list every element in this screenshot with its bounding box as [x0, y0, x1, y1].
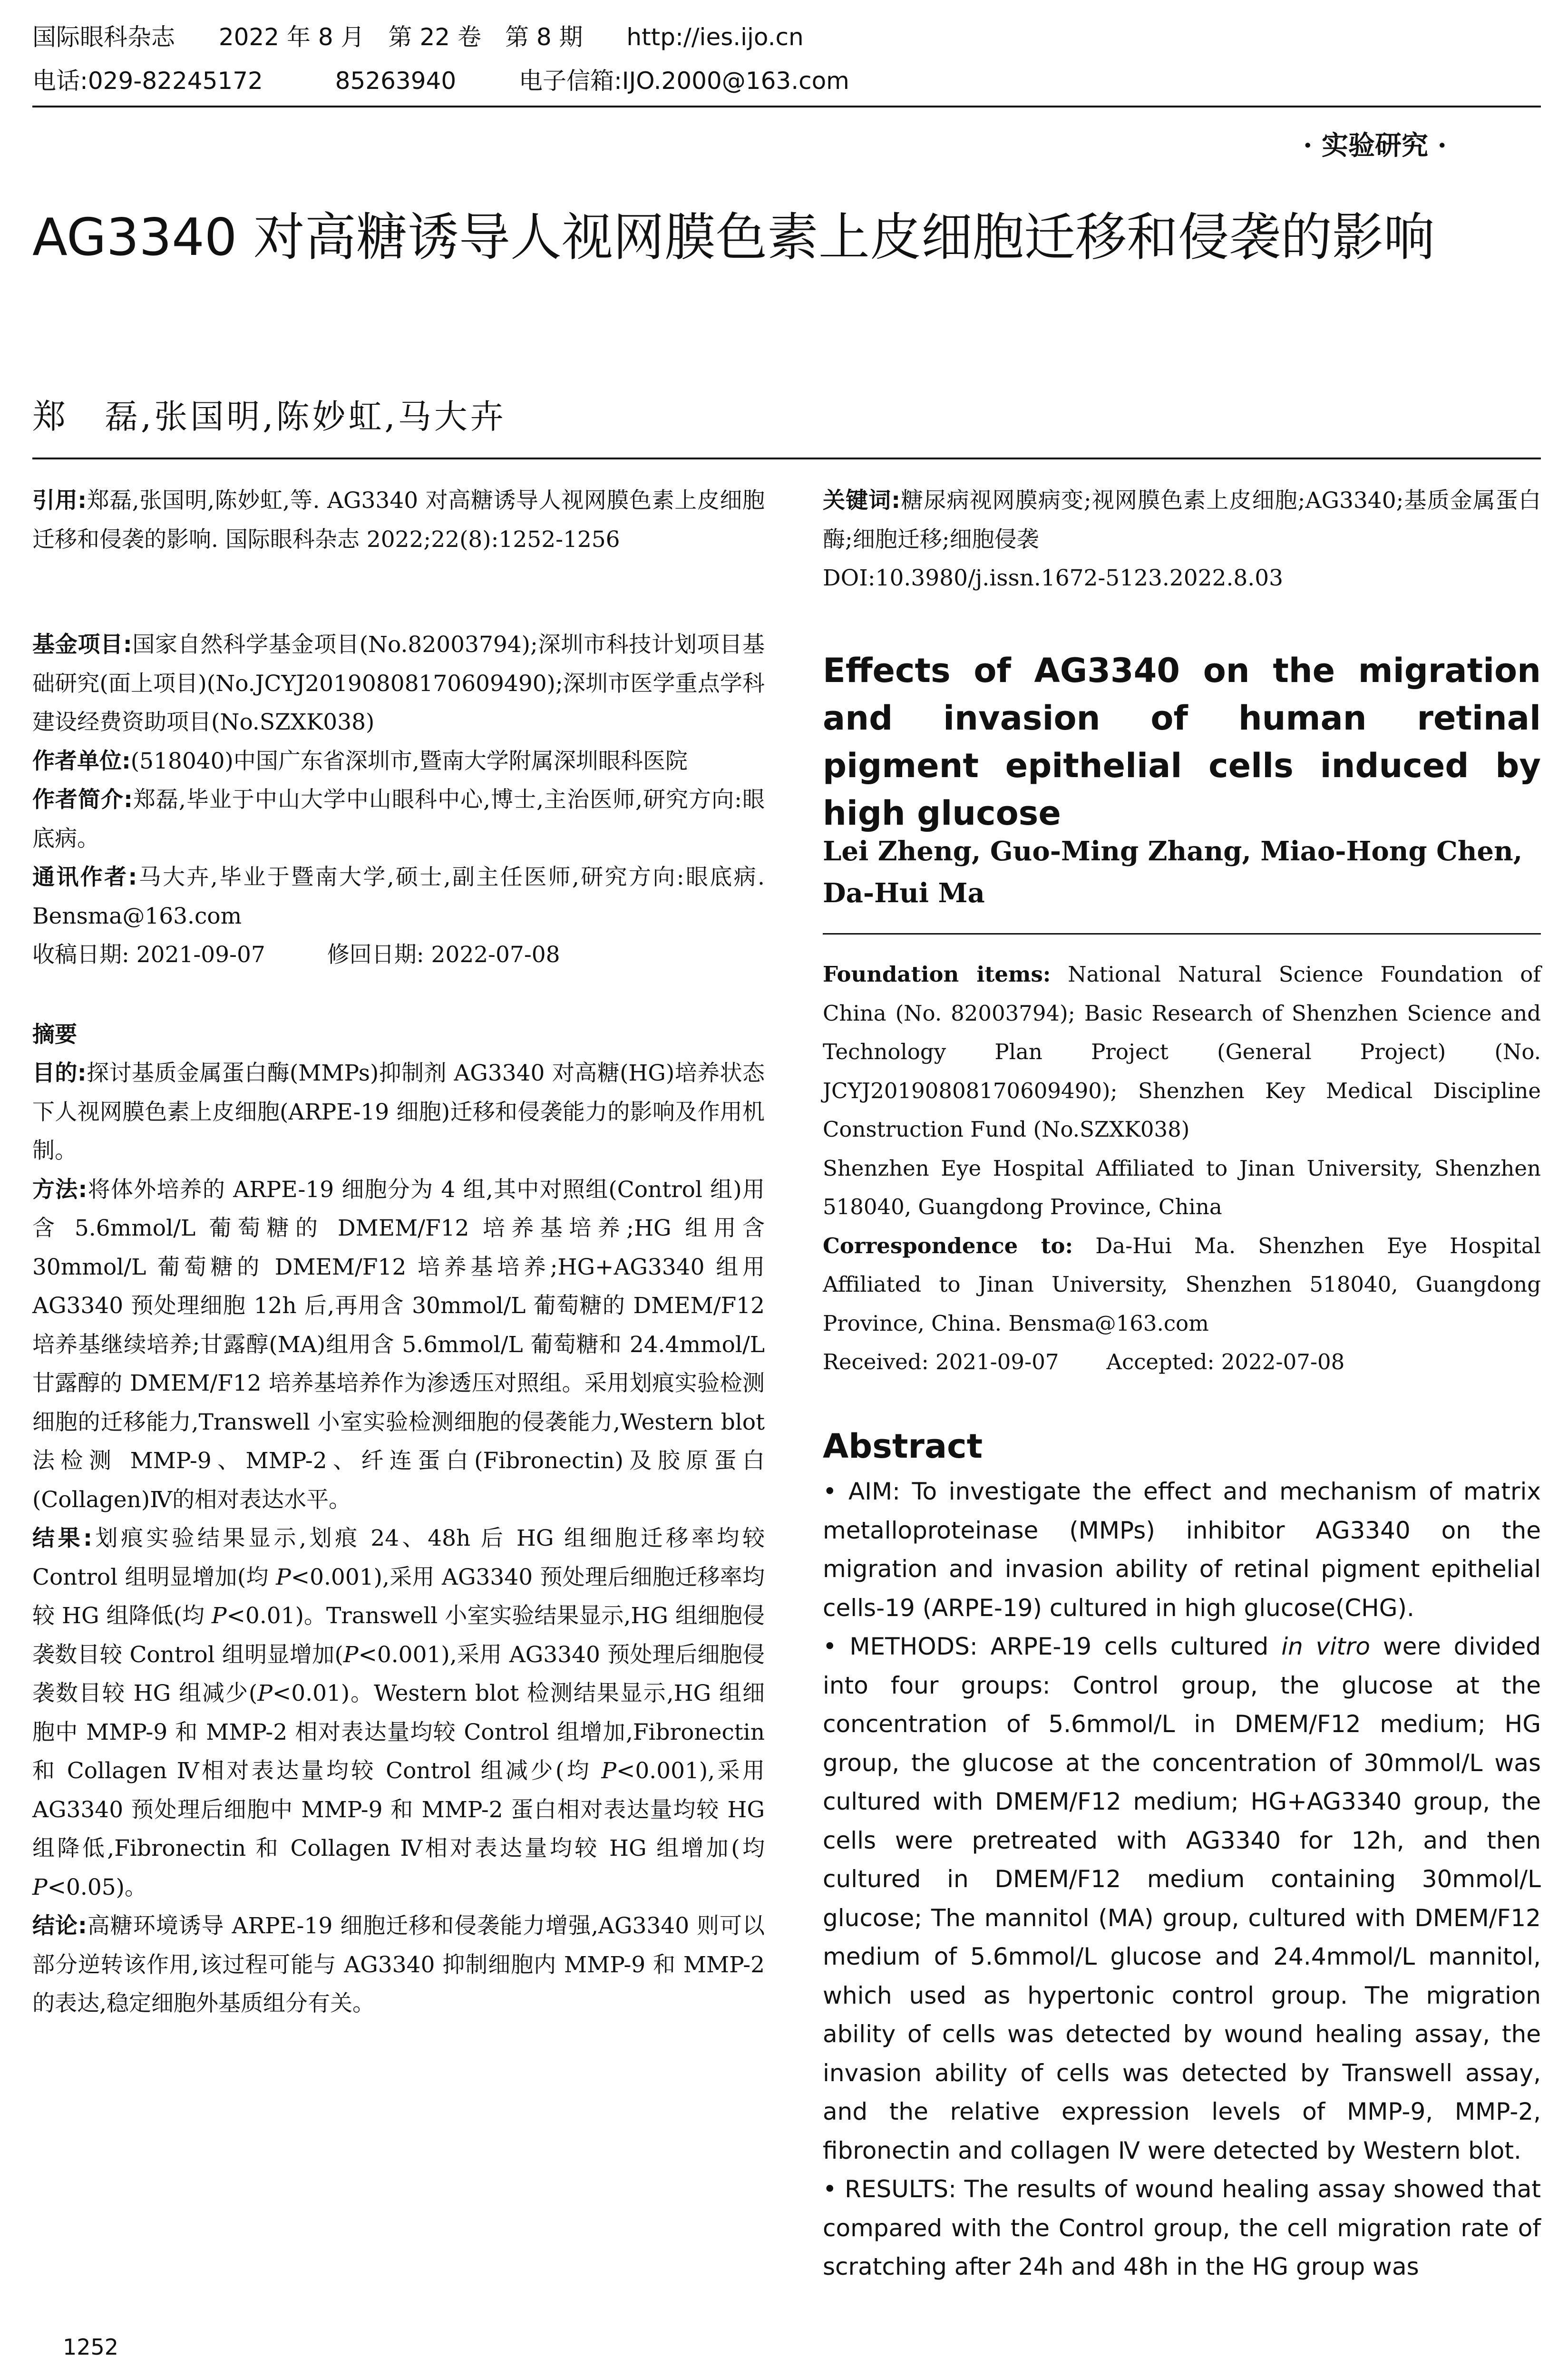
foundation-label: Foundation items:	[823, 962, 1051, 987]
methods-text-en-2: were divided into four groups: Control group, the glucose at the concentration of 5.6mmol/L in DMEM/F12 medium; HG group, the glucose at the concentration of 30mmol/L was cultured with DMEM/F12 medium; HG+AG3340 group, the cells were pretreated with AG3340 for 12h, and then cultured in DMEM/F12 medium containing 30mmol/L glucose; The mannitol (MA) group, cultured with DMEM/F12 medium of 5.6mmol/L glucose and 24.4mmol/L mannitol, which used as hypertonic control group. The migration ability of cells was detected by wound healing assay, the invasion ability of cells was detected by Transwell assay, and the relative expression levels of MMP-9, MMP-2, fibronectin and collagen Ⅳ were detected by Western blot.	[823, 1633, 1541, 2164]
foundation-text: National Natural Science Foundation of China (No. 82003794); Basic Research of Shenzhen Science and Technology Plan Project (General Project) (No. JCYJ20190808170609490); Shenzhen Key Medical Discipline Construction Fund (No.SZXK038)	[823, 962, 1541, 1142]
journal-issue: 2022 年 8 月 第 22 卷 第 8 期	[218, 23, 583, 51]
foundation-items	[823, 955, 1541, 1149]
results-text-cn-5: <0.01)。Western blot 检测结果显示,HG 组细胞中 MMP-9 和 MMP-2 相对表达量均较 Control 组增加,Fibronectin 和 Collagen Ⅳ相对表达量均较 Control 组减少(均	[32, 1680, 765, 1784]
unit-text: (518040)中国广东省深圳市,暨南大学附属深圳眼科医院	[130, 748, 688, 774]
revised-date: 修回日期: 2022-07-08	[327, 942, 560, 968]
results-text-cn-3: <0.01)。Transwell 小室实验结果显示,HG 组细胞侵袭数目较 Control 组明显增加(	[32, 1603, 765, 1668]
results-label-cn: 结果:	[32, 1525, 92, 1551]
english-metadata	[823, 955, 1541, 1382]
fund	[32, 625, 765, 742]
left-column	[32, 481, 765, 2023]
abstract-heading-en: Abstract	[823, 1427, 983, 1466]
p-symbol: P	[276, 1564, 291, 1590]
citation-text: 郑磊,张国明,陈妙虹,等. AG3340 对高糖诱导人视网膜色素上皮细胞迁移和侵袭的影响. 国际眼科杂志 2022;22(8):1252-1256	[32, 487, 765, 553]
section-tag: · 实验研究 ·	[1303, 130, 1447, 161]
english-authors-rule	[823, 933, 1541, 935]
corr-text: 马大卉,毕业于暨南大学,硕士,副主任医师,研究方向:眼底病. Bensma@163.com	[32, 864, 765, 929]
results-text-cn-6: <0.001),采用 AG3340 预处理后细胞中 MMP-9 和 MMP-2 蛋白相对表达量均较 HG 组降低,Fibronectin 和 Collagen Ⅳ相对表达量均较 HG 组增加(均	[32, 1758, 765, 1861]
concl-label-cn: 结论:	[32, 1913, 87, 1939]
author-bio	[32, 780, 765, 858]
results-text-cn-4: <0.001),采用 AG3340 预处理后细胞侵袭数目较 HG 组减少(	[32, 1641, 765, 1706]
article-title: AG3340 对高糖诱导人视网膜色素上皮细胞迁移和侵袭的影响	[32, 208, 1435, 267]
abstract-aim-en	[823, 1472, 1541, 1627]
results-text-cn-1: 划痕实验结果显示,划痕 24、48h 后 HG 组细胞迁移率均较 Control 组明显增加(均	[32, 1525, 765, 1590]
journal-phone: 电话:029-82245172	[32, 67, 263, 95]
fund-label: 基金项目:	[32, 632, 132, 658]
concl-text-cn: 高糖环境诱导 ARPE-19 细胞迁移和侵袭能力增强,AG3340 则可以部分逆转该作用,该过程可能与 AG3340 抑制细胞内 MMP-9 和 MMP-2 的表达,稳定细胞外基质组分有关。	[32, 1913, 765, 2017]
aim-label-en: • AIM:	[823, 1478, 900, 1505]
fund-text: 国家自然科学基金项目(No.82003794);深圳市科技计划项目基础研究(面上项目)(No.JCYJ20190808170609490);深圳市医学重点学科建设经费资助项目(No.SZXK038)	[32, 632, 765, 735]
journal-phone2: 85263940	[335, 67, 457, 95]
abstract-methods-cn	[32, 1170, 765, 1520]
dates	[32, 935, 765, 974]
abstract-heading-cn: 摘要	[32, 1021, 77, 1048]
english-authors: Lei Zheng, Guo-Ming Zhang, Miao-Hong Chen, Da-Hui Ma	[823, 836, 1523, 909]
methods-label-en: • METHODS:	[823, 1633, 978, 1660]
corr-label: 通讯作者:	[32, 864, 137, 890]
citation	[32, 481, 765, 559]
article-authors: 郑 磊,张国明,陈妙虹,马大卉	[32, 397, 506, 436]
abstract-methods-en	[823, 1627, 1541, 2170]
bio-text: 郑磊,毕业于中山大学中山眼科中心,博士,主治医师,研究方向:眼底病。	[32, 787, 765, 852]
p-symbol: P	[32, 1874, 48, 1900]
corresponding-author	[32, 858, 765, 935]
keywords-label: 关键词:	[823, 487, 901, 514]
p-symbol: P	[343, 1641, 359, 1668]
aim-text-cn: 探讨基质金属蛋白酶(MMPs)抑制剂 AG3340 对高糖(HG)培养状态下人视网膜色素上皮细胞(ARPE-19 细胞)迁移和侵袭能力的影响及作用机制。	[32, 1060, 765, 1164]
affiliation: Shenzhen Eye Hospital Affiliated to Jinan University, Shenzhen 518040, Guangdong Province, China	[823, 1155, 1541, 1219]
aim-label-cn: 目的:	[32, 1060, 87, 1086]
journal-url[interactable]: http://ies.ijo.cn	[626, 23, 804, 51]
p-symbol: P	[257, 1680, 273, 1706]
unit-label: 作者单位:	[32, 748, 131, 774]
correspondence-text: Da-Hui Ma. Shenzhen Eye Hospital Affiliated to Jinan University, Shenzhen 518040, Guangdong Province, China. Bensma@163.com	[823, 1233, 1541, 1336]
methods-italic-en: in vitro	[1281, 1633, 1370, 1660]
bio-label: 作者简介:	[32, 787, 133, 813]
p-symbol: P	[601, 1758, 616, 1784]
authors-rule	[32, 458, 1541, 459]
english-title: Effects of AG3340 on the migration and invasion of human retinal pigment epithelial cells induced by high glucose	[823, 651, 1541, 833]
journal-header-line2	[32, 67, 888, 95]
results-text-en: The results of wound healing assay showed that compared with the Control group, the cell migration rate of scratching after 24h and 48h in the HG group was	[823, 2175, 1541, 2280]
abstract-conclusion-cn	[32, 1907, 765, 2023]
english-abstract	[823, 1472, 1541, 2287]
results-text-cn-2: <0.001),采用 AG3340 预处理后细胞迁移率均较 HG 组降低(均	[32, 1564, 765, 1629]
abstract-aim-cn	[32, 1054, 765, 1170]
keywords	[823, 481, 1541, 559]
results-text-cn-7: <0.05)。	[47, 1874, 147, 1900]
methods-text-en-1: ARPE-19 cells cultured	[990, 1633, 1282, 1660]
correspondence-label: Correspondence to:	[823, 1233, 1073, 1258]
correspondence	[823, 1227, 1541, 1343]
received-date: 收稿日期: 2021-09-07	[32, 942, 265, 968]
keywords-text: 糖尿病视网膜病变;视网膜色素上皮细胞;AG3340;基质金属蛋白酶;细胞迁移;细胞侵袭	[823, 487, 1541, 553]
header-rule	[32, 106, 1541, 107]
journal-name: 国际眼科杂志	[32, 23, 175, 51]
citation-label: 引用:	[32, 487, 87, 514]
accepted-en: Accepted: 2022-07-08	[1106, 1349, 1345, 1374]
doi[interactable]: DOI:10.3980/j.issn.1672-5123.2022.8.03	[823, 565, 1284, 591]
p-symbol: P	[211, 1603, 227, 1629]
abstract-results-en	[823, 2170, 1541, 2287]
keywords-block	[823, 481, 1541, 598]
author-unit	[32, 742, 765, 781]
results-label-en: • RESULTS:	[823, 2175, 956, 2203]
methods-label-cn: 方法:	[32, 1176, 88, 1203]
aim-text-en: To investigate the effect and mechanism of matrix metalloproteinase (MMPs) inhibitor AG3340 on the migration and invasion ability of retinal pigment epithelial cells-19 (ARPE-19) cultured in high glucose(CHG).	[823, 1478, 1541, 1622]
journal-header-line1	[32, 23, 888, 51]
english-dates	[823, 1343, 1541, 1382]
journal-email[interactable]: 电子信箱:IJO.2000@163.com	[518, 67, 849, 95]
methods-text-cn: 将体外培养的 ARPE-19 细胞分为 4 组,其中对照组(Control 组)用含 5.6mmol/L 葡萄糖的 DMEM/F12 培养基培养;HG 组用含 30mmol/L 葡萄糖的 DMEM/F12 培养基培养;HG+AG3340 组用 AG3340 预处理细胞 12h 后,再用含 30mmol/L 葡萄糖的 DMEM/F12 培养基继续培养;甘露醇(MA)组用含 5.6mmol/L 葡萄糖和 24.4mmol/L 甘露醇的 DMEM/F12 培养基培养作为渗透压对照组。采用划痕实验检测细胞的迁移能力,Transwell 小室实验检测细胞的侵袭能力,Western blot 法检测 MMP-9、MMP-2、纤连蛋白(Fibronectin)及胶原蛋白(Collagen)Ⅳ的相对表达水平。	[32, 1176, 765, 1513]
page-number: 1252	[63, 2334, 119, 2360]
abstract-results-cn	[32, 1519, 765, 1907]
received-en: Received: 2021-09-07	[823, 1349, 1059, 1374]
